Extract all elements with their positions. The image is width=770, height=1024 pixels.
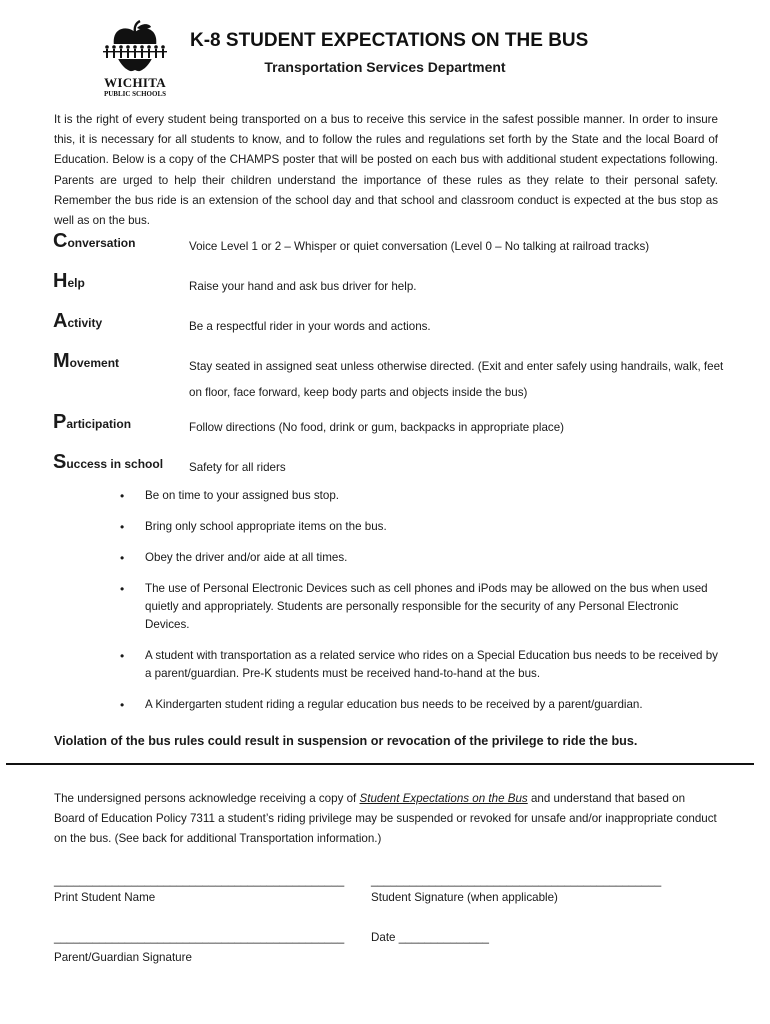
champs-initial: A (53, 310, 68, 332)
bullet-icon: • (120, 489, 125, 503)
list-item (120, 647, 720, 683)
expectations-list (120, 487, 720, 714)
student-name-label: Print Student Name (54, 891, 156, 904)
guardian-signature-label: Parent/Guardian Signature (54, 951, 192, 964)
ack-text-before: The undersigned persons acknowledge receiving a copy of (54, 792, 360, 805)
champs-initial: P (53, 411, 67, 433)
date-label: Date (371, 931, 396, 944)
champs-initial: M (53, 350, 70, 372)
ack-document-title: Student Expectations on the Bus (359, 792, 528, 805)
champs-term-conversation (53, 230, 135, 253)
champs-rest: ctivity (67, 316, 103, 330)
list-item (120, 580, 720, 634)
date-field[interactable] (371, 931, 489, 944)
list-item (120, 518, 720, 536)
list-item (120, 549, 720, 567)
logo-subtitle: PUBLIC SCHOOLS (103, 90, 167, 98)
champs-term-movement (53, 350, 119, 373)
champs-desc-help: Raise your hand and ask bus driver for help. (189, 280, 417, 293)
champs-rest: elp (67, 276, 85, 290)
champs-desc-conversation: Voice Level 1 or 2 – Whisper or quiet conversation (Level 0 – No talking at railroad tracks) (189, 240, 650, 253)
champs-rest: ovement (69, 356, 120, 370)
champs-initial: S (53, 451, 67, 473)
list-item-text: The use of Personal Electronic Devices such as cell phones and iPods may be allowed on the bus when used quietly and appropriately. Students are personally responsible for the security of any Personal Electronic Devices. (145, 582, 708, 631)
date-line[interactable]: ______________ (398, 931, 490, 944)
ack-text-after: and understand that based on Board of Education Policy 7311 a student’s riding privilege may be suspended or revoked for unsafe and/or inappropriate conduct on the bus. (See back for additional Transportation information.) (54, 792, 717, 846)
list-item-text: Obey the driver and/or aide at all times. (145, 551, 348, 564)
student-name-line[interactable]: _____________________________________________ (54, 874, 345, 887)
divider (6, 763, 754, 765)
champs-term-success (53, 451, 163, 474)
champs-rest: uccess in school (66, 457, 164, 471)
list-item (120, 696, 720, 714)
student-signature-line[interactable]: _____________________________________________ (371, 874, 662, 887)
champs-desc-movement: Stay seated in assigned seat unless otherwise directed. (Exit and enter safely using handrails, walk, feet on floor, face forward, keep body parts and objects inside the bus) (189, 360, 724, 399)
page-subtitle: Transportation Services Department (264, 59, 506, 75)
bullet-icon: • (120, 582, 125, 596)
champs-desc-participation: Follow directions (No food, drink or gum, backpacks in appropriate place) (189, 421, 565, 434)
champs-term-help (53, 270, 85, 293)
list-item (120, 487, 720, 505)
list-item-text: Bring only school appropriate items on the bus. (145, 520, 387, 533)
champs-term-participation (53, 411, 131, 434)
page-title: K-8 STUDENT EXPECTATIONS ON THE BUS (190, 30, 589, 51)
list-item-text: Be on time to your assigned bus stop. (145, 489, 339, 502)
wichita-logo (98, 20, 172, 100)
list-item-text: A Kindergarten student riding a regular education bus needs to be received by a parent/guardian. (145, 698, 643, 711)
logo-name: WICHITA (104, 75, 166, 90)
guardian-signature-line[interactable]: _____________________________________________ (54, 931, 345, 944)
champs-desc-success: Safety for all riders (189, 461, 286, 474)
champs-rest: onversation (67, 236, 136, 250)
student-signature-label: Student Signature (when applicable) (371, 891, 558, 904)
bullet-icon: • (120, 520, 125, 534)
violation-notice: Violation of the bus rules could result in suspension or revocation of the privilege to ride the bus. (54, 734, 638, 748)
list-item-text: A student with transportation as a related service who rides on a Special Education bus needs to be received by a parent/guardian. Pre-K students must be received hand-to-hand at the bus. (145, 649, 718, 680)
champs-term-activity (53, 310, 102, 333)
bullet-icon: • (120, 551, 125, 565)
acknowledgement-paragraph (54, 789, 718, 850)
champs-rest: articipation (66, 417, 132, 431)
champs-desc-activity: Be a respectful rider in your words and actions. (189, 320, 431, 333)
champs-initial: C (53, 230, 68, 252)
bullet-icon: • (120, 649, 125, 663)
bullet-icon: • (120, 698, 125, 712)
intro-paragraph: It is the right of every student being transported on a bus to receive this service in the safest possible manner. In order to insure this, it is necessary for all students to know, and to follow the rules and regulations set forth by the State and the local Board of Education. Below is a copy of the CHAMPS poster that will be posted on each bus with additional student expectations following. Parents are urged to help their children understand the importance of these rules as they relate to their personal safety. Remember the bus ride is an extension of the school day and that school and classroom conduct is expected at the bus stop as well as on the bus. (54, 113, 718, 228)
champs-initial: H (53, 270, 68, 292)
apple-logo-icon (98, 20, 172, 76)
